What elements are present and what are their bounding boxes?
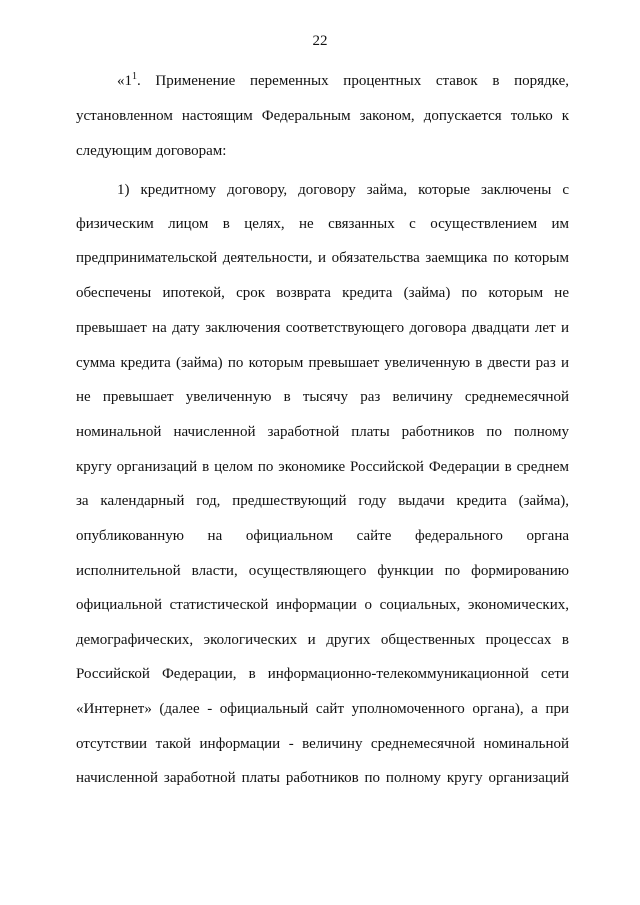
paragraph-2-line: исполнительной власти, осуществляющего функции по формированию (76, 563, 569, 579)
open-quote-prefix: «1 (117, 73, 132, 89)
paragraph-2-line: начисленной заработной платы работников по полному кругу организаций (76, 770, 569, 786)
line-1-rest: . Применение переменных процентных ставок в порядке, (137, 73, 569, 89)
paragraph-2-line: превышает на дату заключения соответствующего договора двадцати лет и (76, 320, 569, 336)
paragraph-2-line: кругу организаций в целом по экономике Российской Федерации в среднем (76, 459, 569, 475)
paragraph-2-line: 1) кредитному договору, договору займа, которые заключены с (117, 182, 569, 198)
superscript-marker: 1 (132, 71, 137, 82)
paragraph-2-line: обеспечены ипотекой, срок возврата кредита (займа) по которым не (76, 285, 569, 301)
paragraph-1-line-2: установленном настоящим Федеральным законом, допускается только к (76, 108, 569, 124)
paragraph-2-line: опубликованную на официальном сайте федерального органа (76, 528, 569, 544)
paragraph-2-line: физическим лицом в целях, не связанных с осуществлением им (76, 216, 569, 232)
paragraph-1-line-3: следующим договорам: (76, 143, 227, 159)
paragraph-2-line: номинальной начисленной заработной платы работников по полному (76, 424, 569, 440)
paragraph-2-line: сумма кредита (займа) по которым превышает увеличенную в двести раз и (76, 355, 569, 371)
paragraph-2-line: официальной статистической информации о социальных, экономических, (76, 597, 569, 613)
paragraph-2-line: «Интернет» (далее - официальный сайт уполномоченного органа), а при (76, 701, 569, 717)
paragraph-2-line: отсутствии такой информации - величину среднемесячной номинальной (76, 736, 569, 752)
paragraph-2-line: предпринимательской деятельности, и обязательства заемщика по которым (76, 250, 569, 266)
paragraph-2-line: демографических, экологических и других общественных процессах в (76, 632, 569, 648)
paragraph-2-line: за календарный год, предшествующий году выдачи кредита (займа), (76, 493, 569, 509)
paragraph-1-line-1 (117, 71, 569, 91)
paragraph-2-line: Российской Федерации, в информационно-телекоммуникационной сети (76, 666, 569, 682)
paragraph-2-line: не превышает увеличенную в тысячу раз величину среднемесячной (76, 389, 569, 405)
page-number: 22 (312, 33, 328, 49)
